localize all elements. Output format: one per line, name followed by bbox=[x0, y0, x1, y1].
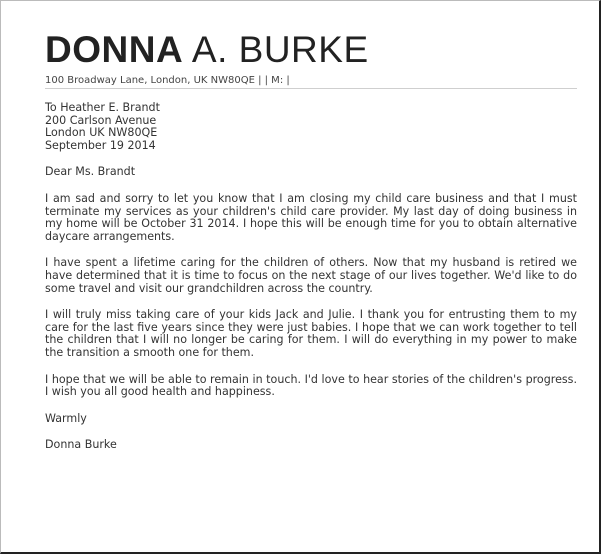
body-paragraph: I have spent a lifetime caring for the children of others. Now that my husband is retired we have determined that it is time to focus on the next stage of our lives together. We'd like to do some travel and visit our grandchildren across the country. bbox=[45, 256, 577, 295]
recipient-line: London UK NW80QE bbox=[45, 126, 158, 140]
recipient-line: To Heather E. Brandt bbox=[45, 101, 160, 114]
letter-content bbox=[45, 29, 577, 452]
body-paragraph: I am sad and sorry to let you know that I am closing my child care business and that I must terminate my services as your children's child care provider. My last day of doing business in my home will be October 31 2014. I hope this will be enough time for you to obtain alternative daycare arrangements. bbox=[45, 191, 577, 243]
body-paragraph: I will truly miss taking care of your kids Jack and Julie. I thank you for entrusting them to my care for the last five years since they were just babies. I hope that we can work together to tell the children that I will no longer be caring for them. I will do everything in my power to make the transition a smooth one for them. bbox=[45, 308, 577, 359]
sender-last-name: A. BURKE bbox=[183, 29, 369, 70]
letter-date: September 19 2014 bbox=[45, 138, 156, 152]
recipient-line: 200 Carlson Avenue bbox=[45, 113, 157, 127]
body-paragraph: I hope that we will be able to remain in touch. I'd love to hear stories of the children's progress. I wish you all good health and happiness. bbox=[45, 372, 577, 399]
recipient-block bbox=[45, 102, 577, 152]
sender-contact-line: 100 Broadway Lane, London, UK NW80QE | | M: | bbox=[45, 75, 290, 86]
signature-name: Donna Burke bbox=[45, 438, 117, 452]
closing: Warmly bbox=[45, 411, 87, 425]
sender-first-name: DONNA bbox=[45, 29, 184, 70]
header-divider bbox=[45, 88, 577, 89]
salutation: Dear Ms. Brandt bbox=[45, 165, 136, 179]
sender-name bbox=[45, 29, 577, 71]
